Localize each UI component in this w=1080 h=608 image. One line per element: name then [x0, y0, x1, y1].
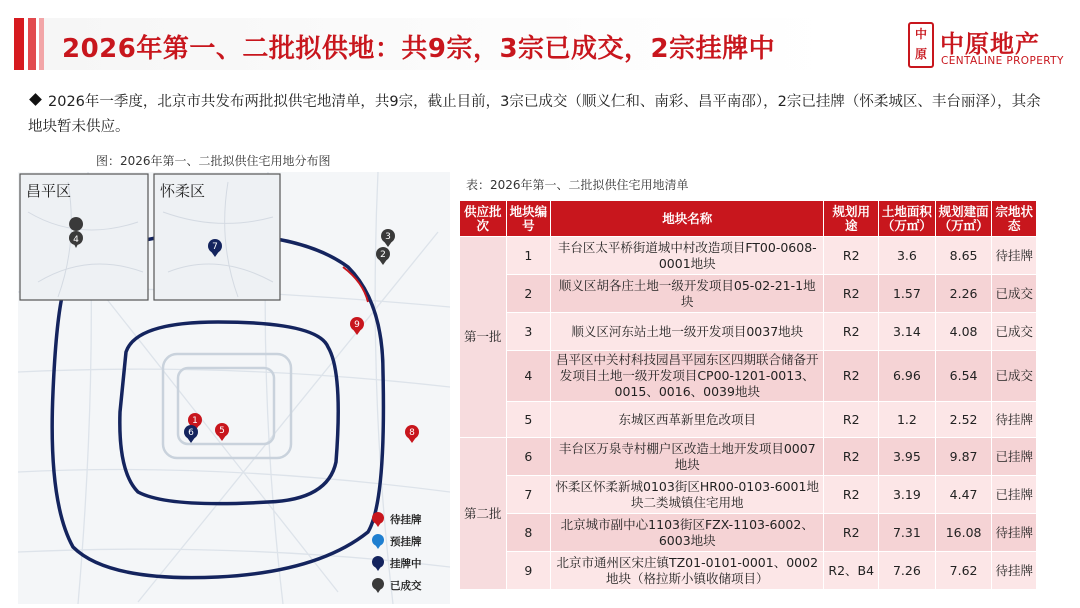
cell-use: R2 — [824, 237, 879, 275]
cell-name: 顺义区胡各庄土地一级开发项目05-02-21-1地块 — [551, 275, 824, 313]
cell-build: 9.87 — [935, 438, 992, 476]
distribution-map — [18, 172, 450, 604]
cell-area: 3.19 — [879, 476, 936, 514]
cell-area: 3.95 — [879, 438, 936, 476]
cell-use: R2 — [824, 351, 879, 402]
cell-name: 丰台区太平桥街道城中村改造项目FT00-0608-0001地块 — [551, 237, 824, 275]
cell-name: 东城区西革新里危改项目 — [551, 402, 824, 438]
cell-status: 已挂牌 — [992, 438, 1037, 476]
cell-status: 待挂牌 — [992, 402, 1037, 438]
cell-name: 顺义区河东站土地一级开发项目0037地块 — [551, 313, 824, 351]
legend-listed-label: 挂牌中 — [390, 558, 422, 570]
cell-no: 6 — [506, 438, 551, 476]
logo-seal-icon: 中原 — [908, 22, 934, 68]
cell-status: 已成交 — [992, 275, 1037, 313]
header-status: 宗地状态 — [992, 201, 1037, 237]
cell-area: 1.57 — [879, 275, 936, 313]
svg-text:1: 1 — [192, 416, 198, 426]
cell-use: R2 — [824, 438, 879, 476]
svg-text:5: 5 — [219, 426, 225, 436]
cell-status: 已成交 — [992, 313, 1037, 351]
table-row — [460, 351, 1037, 402]
cell-build: 6.54 — [935, 351, 992, 402]
table-row — [460, 275, 1037, 313]
title-accent-bars — [14, 18, 44, 70]
cell-build: 7.62 — [935, 552, 992, 590]
cell-no: 1 — [506, 237, 551, 275]
map-caption: 图：2026年第一、二批拟供住宅用地分布图 — [96, 154, 331, 168]
cell-no: 3 — [506, 313, 551, 351]
cell-area: 3.14 — [879, 313, 936, 351]
cell-use: R2 — [824, 402, 879, 438]
cell-no: 2 — [506, 275, 551, 313]
cell-use: R2 — [824, 476, 879, 514]
header-batch: 供应批次 — [460, 201, 507, 237]
cell-area: 7.26 — [879, 552, 936, 590]
land-supply-table — [459, 200, 1037, 590]
table-row — [460, 313, 1037, 351]
cell-status: 待挂牌 — [992, 514, 1037, 552]
cell-build: 4.08 — [935, 313, 992, 351]
batch-cell-2: 第二批 — [460, 438, 507, 590]
cell-build: 16.08 — [935, 514, 992, 552]
cell-name: 北京城市副中心1103街区FZX-1103-6002、6003地块 — [551, 514, 824, 552]
svg-text:7: 7 — [212, 242, 218, 252]
cell-status: 已成交 — [992, 351, 1037, 402]
legend-pending-label: 待挂牌 — [390, 514, 422, 526]
header-plot-no: 地块编号 — [506, 201, 551, 237]
cell-name: 丰台区万泉寺村棚户区改造土地开发项目0007地块 — [551, 438, 824, 476]
table-row — [460, 476, 1037, 514]
legend-sold-label: 已成交 — [390, 580, 422, 592]
table-caption: 表：2026年第一、二批拟供住宅用地清单 — [466, 178, 689, 192]
cell-use: R2、B4 — [824, 552, 879, 590]
svg-text:9: 9 — [354, 320, 360, 330]
cell-area: 3.6 — [879, 237, 936, 275]
cell-use: R2 — [824, 275, 879, 313]
svg-text:3: 3 — [385, 232, 391, 242]
legend-pre-label: 预挂牌 — [390, 536, 422, 548]
batch-cell-1: 第一批 — [460, 237, 507, 438]
cell-build: 2.26 — [935, 275, 992, 313]
cell-use: R2 — [824, 313, 879, 351]
centaline-logo — [908, 22, 1074, 70]
svg-text:8: 8 — [409, 428, 415, 438]
svg-text:6: 6 — [188, 428, 194, 438]
cell-name: 怀柔区怀柔新城0103街区HR00-0103-6001地块二类城镇住宅用地 — [551, 476, 824, 514]
page-title: 2026年第一、二批拟供地：共9宗，3宗已成交，2宗挂牌中 — [62, 34, 776, 64]
cell-area: 6.96 — [879, 351, 936, 402]
cell-no: 9 — [506, 552, 551, 590]
summary-bullet — [28, 90, 1048, 140]
cell-status: 已挂牌 — [992, 476, 1037, 514]
cell-no: 7 — [506, 476, 551, 514]
cell-status: 待挂牌 — [992, 552, 1037, 590]
cell-build: 8.65 — [935, 237, 992, 275]
cell-name: 昌平区中关村科技园昌平园东区四期联合储备开发项目土地一级开发项目CP00-1201-0013、0015、0016、0039地块 — [551, 351, 824, 402]
cell-no: 4 — [506, 351, 551, 402]
cell-no: 8 — [506, 514, 551, 552]
table-row — [460, 514, 1037, 552]
table-row — [460, 237, 1037, 275]
cell-no: 5 — [506, 402, 551, 438]
logo-chinese-name: 中原地产 — [940, 30, 1040, 58]
header-build: 规划建面（万㎡） — [935, 201, 992, 237]
cell-name: 北京市通州区宋庄镇TZ01-0101-0001、0002地块（格拉斯小镇收储项目） — [551, 552, 824, 590]
cell-build: 4.47 — [935, 476, 992, 514]
logo-english-name: CENTALINE PROPERTY — [941, 55, 1064, 67]
cell-use: R2 — [824, 514, 879, 552]
svg-text:2: 2 — [380, 250, 386, 260]
table-row — [460, 402, 1037, 438]
summary-text: 2026年一季度，北京市共发布两批拟供宅地清单，共9宗，截止目前，3宗已成交（顺义仁和、南彩、昌平南邵），2宗已挂牌（怀柔城区、丰台丽泽），其余地块暂未供应。 — [28, 94, 1041, 135]
header-area: 土地面积（万㎡） — [879, 201, 936, 237]
svg-text:4: 4 — [73, 235, 79, 245]
header-plot-name: 地块名称 — [551, 201, 824, 237]
inset-label-changping: 昌平区 — [26, 183, 72, 200]
cell-area: 7.31 — [879, 514, 936, 552]
inset-label-huairou: 怀柔区 — [160, 183, 206, 200]
table-row — [460, 438, 1037, 476]
table-row — [460, 552, 1037, 590]
cell-area: 1.2 — [879, 402, 936, 438]
cell-status: 待挂牌 — [992, 237, 1037, 275]
bullet-diamond-icon — [29, 93, 42, 106]
header-use: 规划用途 — [824, 201, 879, 237]
cell-build: 2.52 — [935, 402, 992, 438]
